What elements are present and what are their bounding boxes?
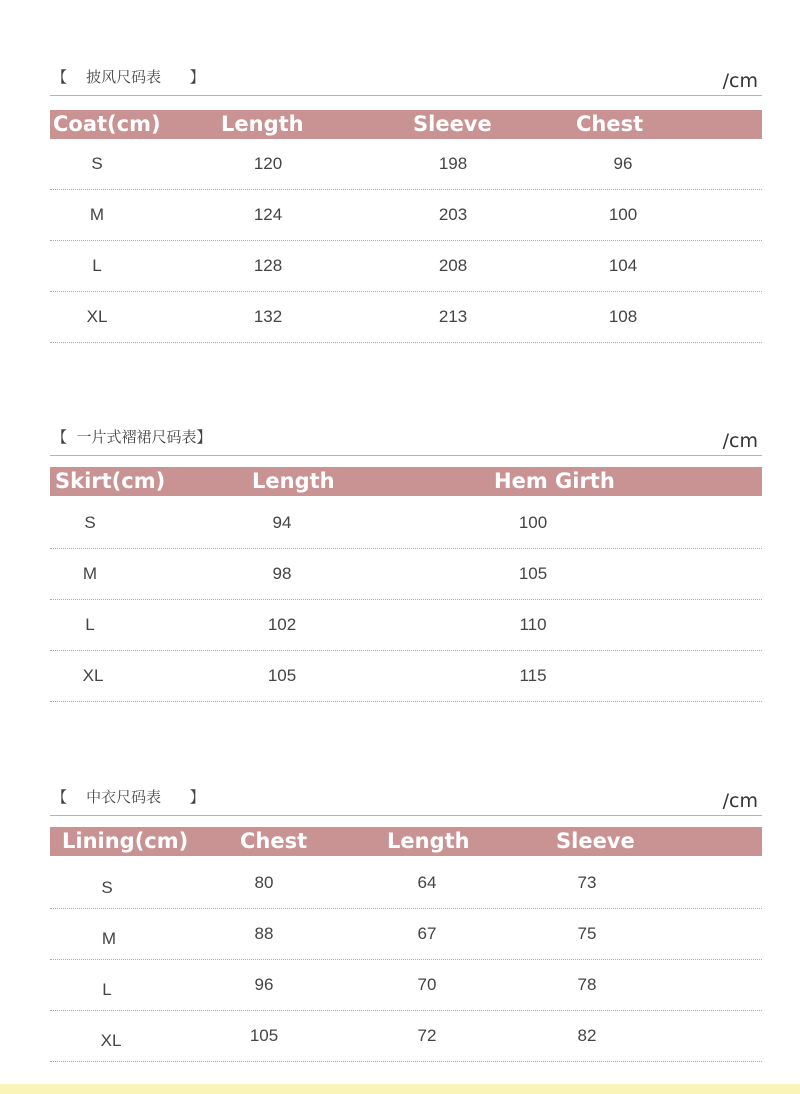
skirt-table-title: 【 一片式褶裙尺码表】 xyxy=(52,428,212,446)
skirt-header-size: Skirt(cm) xyxy=(55,469,166,493)
coat-header-chest: Chest xyxy=(576,112,644,136)
skirt-table-header xyxy=(50,467,762,496)
skirt-hem-girth-cell: 110 xyxy=(519,615,547,634)
lining-header-size: Lining(cm) xyxy=(62,829,189,853)
coat-chest-cell: 104 xyxy=(608,256,638,275)
skirt-hem-girth-cell: 100 xyxy=(518,513,548,532)
coat-sleeve-cell: 203 xyxy=(438,205,468,224)
table-row xyxy=(50,549,762,600)
table-row xyxy=(50,909,762,960)
lining-header-length: Length xyxy=(387,829,470,853)
table-row xyxy=(50,858,762,909)
lining-sleeve-cell: 82 xyxy=(577,1026,597,1045)
skirt-title-rule xyxy=(50,455,762,456)
skirt-unit-label: /cm xyxy=(722,430,758,452)
row-divider xyxy=(50,1061,762,1062)
row-divider xyxy=(50,342,762,343)
lining-sleeve-cell: 73 xyxy=(577,873,597,892)
table-row xyxy=(50,600,762,651)
table-row xyxy=(50,292,762,343)
lining-chest-cell: 105 xyxy=(249,1026,279,1045)
skirt-hem-girth-cell: 105 xyxy=(518,564,548,583)
skirt-size-cell: XL xyxy=(82,666,104,685)
lining-table-header xyxy=(50,827,762,856)
skirt-length-cell: 102 xyxy=(267,615,297,634)
coat-header-size: Coat(cm) xyxy=(53,112,161,136)
coat-table-title: 【 披风尺码表 】 xyxy=(52,68,205,86)
lining-size-cell: XL xyxy=(100,1031,122,1050)
bottom-decorative-band xyxy=(0,1084,800,1094)
lining-size-cell: M xyxy=(101,929,117,948)
skirt-length-cell: 94 xyxy=(272,513,292,532)
skirt-size-cell: S xyxy=(84,513,96,532)
coat-chest-cell: 96 xyxy=(613,154,633,173)
table-row xyxy=(50,498,762,549)
coat-size-section xyxy=(0,66,800,346)
lining-length-cell: 64 xyxy=(417,873,437,892)
coat-sleeve-cell: 213 xyxy=(438,307,468,326)
skirt-header-length: Length xyxy=(252,469,335,493)
coat-title-rule xyxy=(50,95,762,96)
skirt-size-section xyxy=(0,426,800,706)
lining-chest-cell: 96 xyxy=(254,975,274,994)
coat-header-sleeve: Sleeve xyxy=(413,112,492,136)
lining-length-cell: 67 xyxy=(417,924,437,943)
lining-size-cell: L xyxy=(102,980,112,999)
lining-table-title: 【 中衣尺码表 】 xyxy=(52,788,205,806)
lining-sleeve-cell: 75 xyxy=(577,924,597,943)
coat-size-cell: M xyxy=(89,205,105,224)
table-row xyxy=(50,960,762,1011)
coat-length-cell: 120 xyxy=(253,154,283,173)
table-row xyxy=(50,190,762,241)
skirt-size-cell: M xyxy=(82,564,98,583)
lining-size-section xyxy=(0,786,800,1066)
lining-chest-cell: 80 xyxy=(254,873,274,892)
coat-length-cell: 124 xyxy=(253,205,283,224)
row-divider xyxy=(50,701,762,702)
coat-sleeve-cell: 208 xyxy=(438,256,468,275)
lining-unit-label: /cm xyxy=(722,790,758,812)
lining-sleeve-cell: 78 xyxy=(577,975,597,994)
table-row xyxy=(50,651,762,702)
coat-sleeve-cell: 198 xyxy=(438,154,468,173)
coat-size-cell: XL xyxy=(86,307,108,326)
lining-length-cell: 72 xyxy=(417,1026,437,1045)
coat-length-cell: 128 xyxy=(253,256,283,275)
skirt-header-hem-girth: Hem Girth xyxy=(494,469,615,493)
coat-header-length: Length xyxy=(221,112,304,136)
skirt-hem-girth-cell: 115 xyxy=(519,666,547,685)
skirt-length-cell: 105 xyxy=(267,666,297,685)
coat-size-cell: L xyxy=(92,256,102,275)
lining-header-chest: Chest xyxy=(240,829,308,853)
table-row xyxy=(50,1011,762,1062)
lining-length-cell: 70 xyxy=(417,975,437,994)
skirt-size-cell: L xyxy=(85,615,95,634)
coat-size-cell: S xyxy=(91,154,103,173)
skirt-length-cell: 98 xyxy=(272,564,292,583)
lining-chest-cell: 88 xyxy=(254,924,274,943)
coat-table-header xyxy=(50,110,762,139)
lining-header-sleeve: Sleeve xyxy=(556,829,635,853)
table-row xyxy=(50,139,762,190)
table-row xyxy=(50,241,762,292)
coat-unit-label: /cm xyxy=(722,70,758,92)
lining-title-rule xyxy=(50,815,762,816)
coat-chest-cell: 100 xyxy=(608,205,638,224)
coat-chest-cell: 108 xyxy=(608,307,638,326)
coat-length-cell: 132 xyxy=(253,307,283,326)
lining-size-cell: S xyxy=(101,878,113,897)
